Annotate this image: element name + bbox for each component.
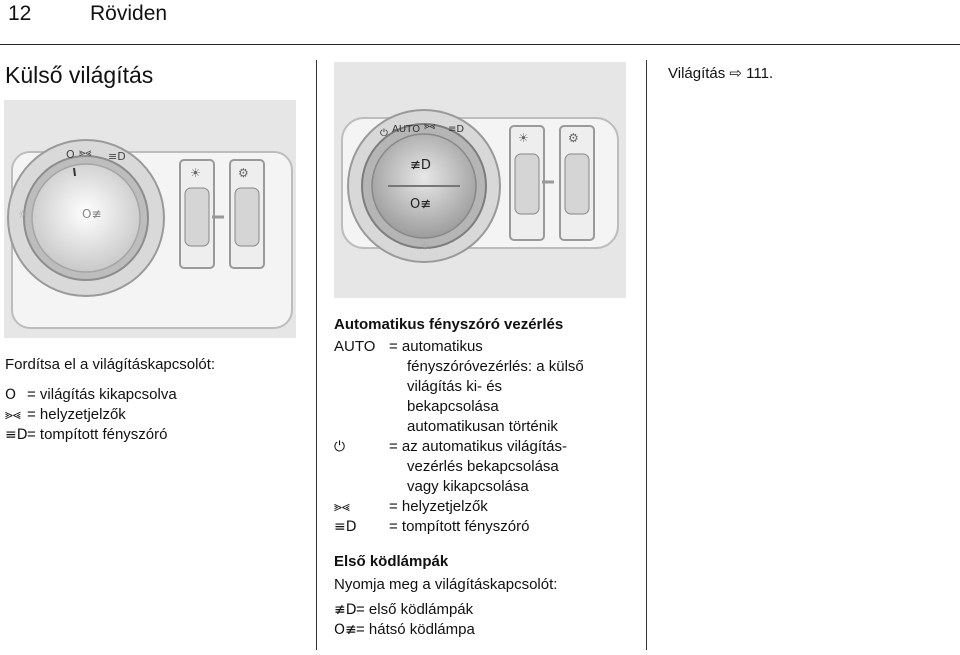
svg-text:⚙: ⚙	[568, 131, 579, 145]
low-beam-definition: ≡D = tompított fényszóró	[334, 518, 530, 535]
fog-instruction: Nyomja meg a világításkapcsolót:	[334, 576, 558, 593]
low-beam-icon: ≡D	[334, 519, 357, 535]
power-icon: ⏻	[334, 439, 346, 455]
light-switch-figure-middle	[334, 62, 626, 298]
sidelights-icon: ⪢⪡	[334, 499, 350, 515]
svg-text:☀: ☀	[518, 131, 529, 145]
cross-reference-link[interactable]: Világítás ⇨ 111.	[668, 65, 774, 82]
left-instruction: Fordítsa el a világításkapcsolót:	[5, 356, 216, 373]
rear-fog-icon: O≢	[334, 622, 357, 638]
svg-text:≡D: ≡D	[448, 124, 465, 135]
front-fog-icon: ≢D	[334, 602, 357, 618]
rear-fog-definition: O≢= hátsó ködlámpa	[334, 621, 475, 638]
sidelights-icon: ⪢⪡	[5, 407, 21, 423]
fog-heading: Első ködlámpák	[334, 553, 449, 570]
svg-text:⚙: ⚙	[238, 166, 249, 180]
column-divider-1	[316, 60, 317, 650]
light-off-icon: O	[5, 387, 17, 403]
svg-text:≢D: ≢D	[410, 158, 431, 173]
svg-text:⪢⪡: ⪢⪡	[79, 146, 92, 159]
low-beam-icon: ≡D	[5, 427, 28, 443]
svg-text:O≢: O≢	[410, 197, 432, 212]
page-number: 12	[8, 2, 32, 25]
svg-text:☼: ☼	[18, 208, 28, 221]
power-definition: ⏻ = az automatikus világítás- vezérlés bekapcsolása vagy kikapcsolása	[334, 438, 568, 495]
chapter-title: Röviden	[90, 2, 168, 25]
sidelights-definition: ⪢⪡ = helyzetjelzők	[334, 498, 488, 515]
header-divider	[0, 44, 960, 45]
legend-item-sidelights: ⪢⪡ = helyzetjelzők	[5, 406, 126, 423]
legend-item-off: O = világítás kikapcsolva	[5, 386, 177, 403]
auto-definition: AUTO = automatikus fényszóróvezérlés: a külső világítás ki- és bekapcsolása automatikusan történik	[334, 338, 584, 435]
svg-text:O: O	[66, 148, 75, 161]
column-divider-2	[646, 60, 647, 650]
svg-text:⪢⪡: ⪢⪡	[424, 121, 436, 132]
light-switch-figure-left	[4, 100, 296, 338]
legend-item-low-beam: ≡D= tompított fényszóró	[5, 426, 168, 443]
svg-text:☀: ☀	[190, 166, 201, 180]
auto-heading: Automatikus fényszóró vezérlés	[334, 316, 564, 333]
svg-text:O≢: O≢	[82, 207, 102, 221]
section-title: Külső világítás	[5, 62, 154, 88]
front-fog-definition: ≢D= első ködlámpák	[334, 601, 474, 618]
svg-text:☼: ☼	[420, 240, 430, 253]
svg-text:AUTO: AUTO	[392, 124, 421, 135]
auto-label: AUTO	[334, 338, 376, 355]
svg-text:⏻: ⏻	[380, 128, 388, 139]
svg-text:≡D: ≡D	[108, 150, 126, 163]
